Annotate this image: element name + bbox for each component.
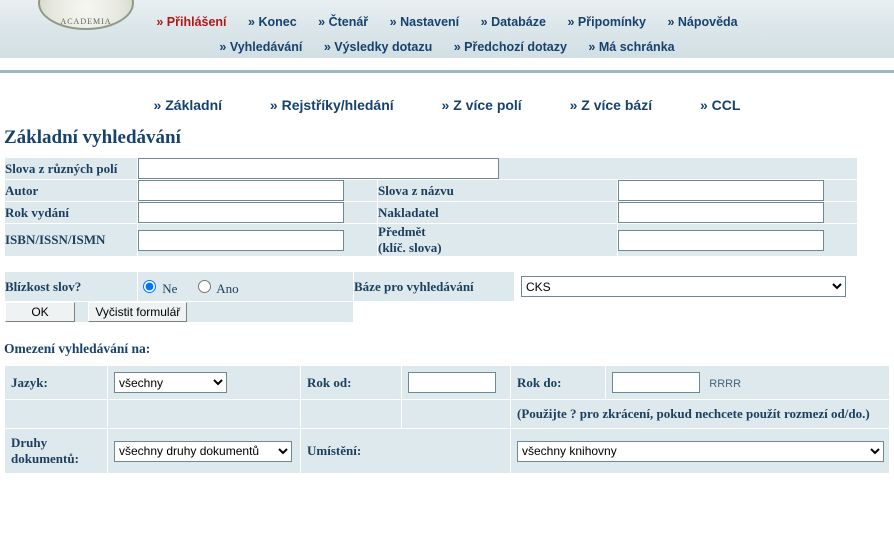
subject-input[interactable]	[618, 230, 824, 251]
chevron-icon: »	[441, 97, 454, 113]
spacer-hint-2	[108, 400, 301, 429]
language-select-cell	[108, 366, 301, 400]
doc-types-select[interactable]	[114, 441, 292, 462]
logo-text: ACADEMIA	[60, 17, 112, 26]
nav-label: Výsledky dotazu	[334, 40, 433, 54]
proximity-label-ne: Ne	[162, 280, 178, 296]
chevron-icon: »	[248, 15, 259, 29]
chevron-icon: »	[453, 40, 465, 54]
year-range-hint: (Použijte ? pro zkrácení, pokud nechcete použít rozmezí od/do.)	[511, 400, 890, 429]
field-cell-words-any-field	[138, 158, 858, 180]
doc-types-select-cell	[108, 429, 301, 474]
tab-label: Z více polí	[453, 97, 522, 113]
top-nav-row-1	[0, 15, 894, 29]
field-cell-subject	[618, 224, 858, 257]
label-year-to: Rok do:	[511, 366, 606, 400]
field-cell-year	[138, 202, 378, 224]
language-select[interactable]	[114, 372, 227, 393]
proximity-option-ne[interactable]	[138, 281, 181, 296]
label-location: Umístění:	[301, 429, 511, 474]
label-doc-types-line2: dokumentů:	[11, 451, 79, 467]
isbn-input[interactable]	[138, 230, 344, 251]
chevron-icon: »	[588, 40, 599, 54]
chevron-icon: »	[569, 97, 582, 113]
restriction-title: Omezení vyhledávání na:	[4, 341, 151, 356]
nav-item-databaze[interactable]	[481, 15, 546, 29]
chevron-icon: »	[153, 97, 166, 113]
spacer-cell-1	[354, 302, 515, 323]
publisher-input[interactable]	[618, 202, 824, 223]
label-subject-line1: Předmět	[378, 224, 426, 239]
options-row-buttons	[5, 302, 858, 323]
nav-item-predchozi-dotazy[interactable]	[454, 40, 567, 54]
tab-zakladni[interactable]	[154, 97, 222, 113]
proximity-option-ano[interactable]	[193, 281, 239, 296]
spacer-hint-4	[402, 400, 511, 429]
label-year: Rok vydání	[5, 202, 138, 224]
nav-item-prihlaseni[interactable]	[156, 15, 226, 29]
spacer-hint-3	[301, 400, 402, 429]
words-any-field-input[interactable]	[138, 158, 499, 179]
tab-label: CCL	[711, 97, 741, 113]
label-language: Jazyk:	[5, 366, 108, 400]
basic-search-form	[4, 157, 858, 257]
field-cell-publisher	[618, 202, 858, 224]
label-author: Autor	[5, 180, 138, 202]
nav-label: Vyhledávání	[229, 40, 303, 54]
location-select-cell	[511, 429, 890, 474]
label-doc-types	[5, 429, 108, 474]
chevron-icon: »	[219, 40, 230, 54]
proximity-radio-ano[interactable]	[198, 280, 211, 293]
form-row-isbn-subject	[5, 224, 858, 257]
proximity-label-ano: Ano	[216, 280, 239, 296]
nav-label: Přihlášení	[166, 15, 227, 29]
nav-label: Předchozí dotazy	[464, 40, 567, 54]
chevron-icon: »	[318, 15, 329, 29]
spacer-cell-2	[515, 302, 858, 323]
chevron-icon: »	[667, 15, 678, 29]
location-select[interactable]	[517, 441, 884, 462]
nav-item-ma-schranka[interactable]	[588, 40, 674, 54]
title-words-input[interactable]	[618, 180, 824, 201]
label-base: Báze pro vyhledávání	[354, 272, 515, 302]
nav-item-vysledky-dotazu[interactable]	[324, 40, 432, 54]
restriction-row-2	[5, 429, 890, 474]
options-row-proximity	[5, 272, 858, 302]
nav-item-nastaveni[interactable]	[390, 15, 460, 29]
label-subject-line2: (klíč. slova)	[378, 240, 442, 255]
top-nav-row-2	[0, 40, 894, 54]
form-row-author-title	[5, 180, 858, 202]
label-proximity: Blízkost slov?	[5, 272, 138, 302]
chevron-icon: »	[699, 97, 712, 113]
year-from-input[interactable]	[408, 372, 496, 393]
author-input[interactable]	[138, 180, 344, 201]
form-row-year-publisher	[5, 202, 858, 224]
chevron-icon: »	[323, 40, 335, 54]
nav-item-ctenar[interactable]	[318, 15, 368, 29]
restriction-row-hint	[5, 400, 890, 429]
nav-label: Databáze	[491, 15, 546, 29]
form-buttons	[5, 302, 354, 323]
restriction-row-1	[5, 366, 890, 400]
nav-label: Připomínky	[577, 15, 646, 29]
search-options	[4, 271, 858, 323]
submit-button[interactable]: OK	[5, 302, 75, 322]
spacer-hint-1	[5, 400, 108, 429]
year-from-cell	[402, 366, 511, 400]
tab-z-vice-poli[interactable]	[442, 97, 522, 113]
tab-label: Z více bází	[581, 97, 653, 113]
nav-label: Má schránka	[598, 40, 675, 54]
label-publisher: Nakladatel	[378, 202, 618, 224]
page-title: Základní vyhledávání	[4, 127, 181, 148]
label-subject	[378, 224, 618, 257]
field-cell-author	[138, 180, 378, 202]
search-mode-tabs	[0, 73, 894, 121]
tab-label: Základní	[165, 97, 223, 113]
label-title-words: Slova z názvu	[378, 180, 618, 202]
chevron-icon: »	[269, 97, 282, 113]
clear-form-button[interactable]: Vyčistit formulář	[88, 302, 187, 322]
nav-label: Nápověda	[677, 15, 738, 29]
chevron-icon: »	[567, 15, 578, 29]
site-banner	[0, 0, 894, 73]
year-to-cell	[606, 366, 890, 400]
base-select-cell	[515, 272, 858, 302]
nav-item-vyhledavani[interactable]	[219, 40, 302, 54]
year-format-hint: RRRR	[709, 377, 742, 390]
nav-item-pripominky[interactable]	[567, 15, 646, 29]
nav-item-napoveda[interactable]	[667, 15, 737, 29]
restriction-table	[4, 365, 890, 474]
field-cell-isbn	[138, 224, 378, 257]
nav-label: Konec	[258, 15, 297, 29]
chevron-icon: »	[156, 15, 167, 29]
label-doc-types-line1: Druhy	[11, 435, 48, 451]
nav-label: Čtenář	[328, 15, 369, 29]
year-to-input[interactable]	[612, 372, 700, 393]
tab-label: Rejstříky/hledání	[281, 97, 394, 113]
chevron-icon: »	[480, 15, 492, 29]
label-words-any-field: Slova z různých polí	[5, 158, 138, 180]
proximity-radio-ne[interactable]	[143, 280, 156, 293]
chevron-icon: »	[389, 15, 401, 29]
proximity-radio-group	[138, 272, 354, 302]
nav-label: Nastavení	[400, 15, 460, 29]
base-select[interactable]	[521, 276, 846, 297]
nav-item-konec[interactable]	[248, 15, 297, 29]
tab-z-vice-bazi[interactable]	[570, 97, 653, 113]
banner-background	[0, 0, 894, 64]
tab-rejstriky-hledani[interactable]	[270, 97, 394, 113]
year-input[interactable]	[138, 202, 344, 223]
field-cell-title-words	[618, 180, 858, 202]
label-year-from: Rok od:	[301, 366, 402, 400]
form-row-words-any-field	[5, 158, 858, 180]
tab-ccl[interactable]	[700, 97, 740, 113]
label-isbn: ISBN/ISSN/ISMN	[5, 224, 138, 257]
